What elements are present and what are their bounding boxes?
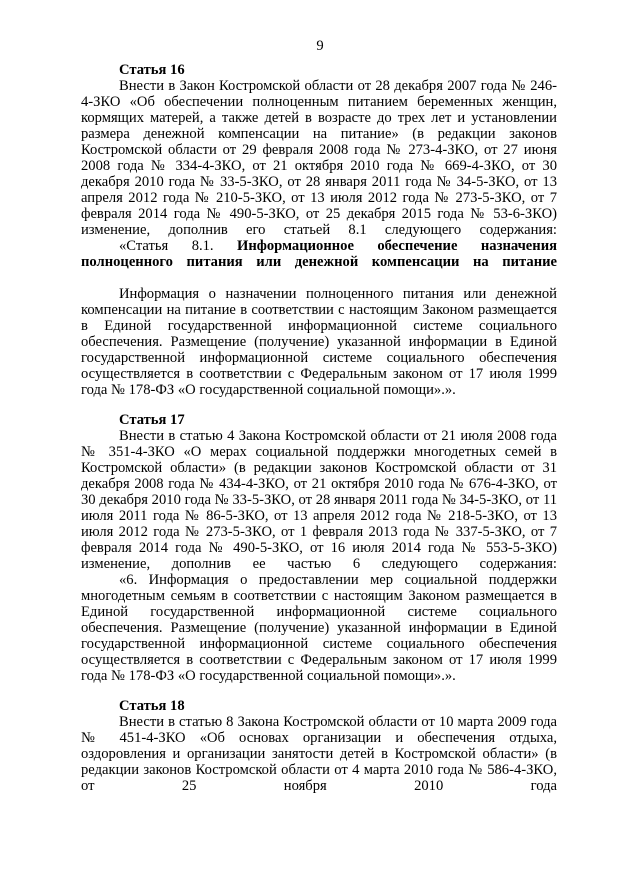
article-18-title: Статья 18 — [119, 698, 185, 714]
article-8-1-heading: Информационное обеспечение назначения полноценного питания или денежной компенсации на питание — [81, 238, 557, 270]
document-body — [81, 62, 557, 794]
article-8-1-label: «Статья 8.1. — [119, 238, 238, 254]
article-17-paragraph-2: «6. Информация о предоставлении мер социальной поддержки многодетным семьям в соответствии с настоящим Законом размещается в Единой государственной информационной системе социального обеспечения. Размещение (получение) указанной информации в Единой государственной информационной системе социального обеспечения осуществляется в соответствии с Федеральным законом от 17 июля 1999 года № 178-ФЗ «О государственной социальной помощи».». — [81, 572, 557, 684]
page-number: 9 — [316, 38, 324, 54]
article-18-paragraph-1: Внести в статью 8 Закона Костромской области от 10 марта 2009 года № 451-4-ЗКО «Об основах организации и обеспечения отдыха, оздоровления и организации занятости детей в Костромской области» (в редакции законов Костромской области от 4 марта 2010 года № 586-4-ЗКО, от 25 ноября 2010 года — [81, 714, 557, 794]
article-16-paragraph-2 — [81, 238, 557, 270]
article-17-paragraph-1: Внести в статью 4 Закона Костромской области от 21 июля 2008 года № 351-4-ЗКО «О мерах социальной поддержки многодетных семей в Костромской области» (в редакции законов Костромской области от 31 декабря 2008 года № 434-4-ЗКО, от 21 октября 2010 года № 676-4-ЗКО, от 30 декабря 2010 года № 33-5-ЗКО, от 28 января 2011 года № 34-5-ЗКО, от 11 июля 2011 года № 86-5-ЗКО, от 13 апреля 2012 года № 218-5-ЗКО, от 13 июля 2012 года № 273-5-ЗКО, от 1 февраля 2013 года № 337-5-ЗКО, от 7 февраля 2014 года № 490-5-ЗКО, от 16 июля 2014 года № 553-5-ЗКО) изменение, дополнив ее частью 6 следующего содержания: — [81, 428, 557, 572]
article-17-title: Статья 17 — [119, 412, 185, 428]
article-16-paragraph-3: Информация о назначении полноценного питания или денежной компенсации на питание в соответствии с настоящим Законом размещается в Единой государственной информационной системе социального обеспечения. Размещение (получение) указанной информации в Единой государственной информационной системе социального обеспечения осуществляется в соответствии с Федеральным законом от 17 июля 1999 года № 178-ФЗ «О государственной социальной помощи».». — [81, 286, 557, 398]
article-16-title: Статья 16 — [119, 62, 185, 78]
article-16-paragraph-1: Внести в Закон Костромской области от 28 декабря 2007 года № 246-4-ЗКО «Об обеспечении полноценным питанием беременных женщин, кормящих матерей, а также детей в возрасте до трех лет и установлении размера денежной компенсации на питание» (в редакции законов Костромской области от 29 февраля 2008 года № 273-4-ЗКО, от 27 июня 2008 года № 334-4-ЗКО, от 21 октября 2010 года № 669-4-ЗКО, от 30 декабря 2010 года № 33-5-ЗКО, от 28 января 2011 года № 34-5-ЗКО, от 13 апреля 2012 года № 210-5-ЗКО, от 13 июля 2012 года № 273-5-ЗКО, от 7 февраля 2014 года № 490-5-ЗКО, от 25 декабря 2015 года № 53-6-ЗКО) изменение, дополнив его статьей 8.1 следующего содержания: — [81, 78, 557, 238]
